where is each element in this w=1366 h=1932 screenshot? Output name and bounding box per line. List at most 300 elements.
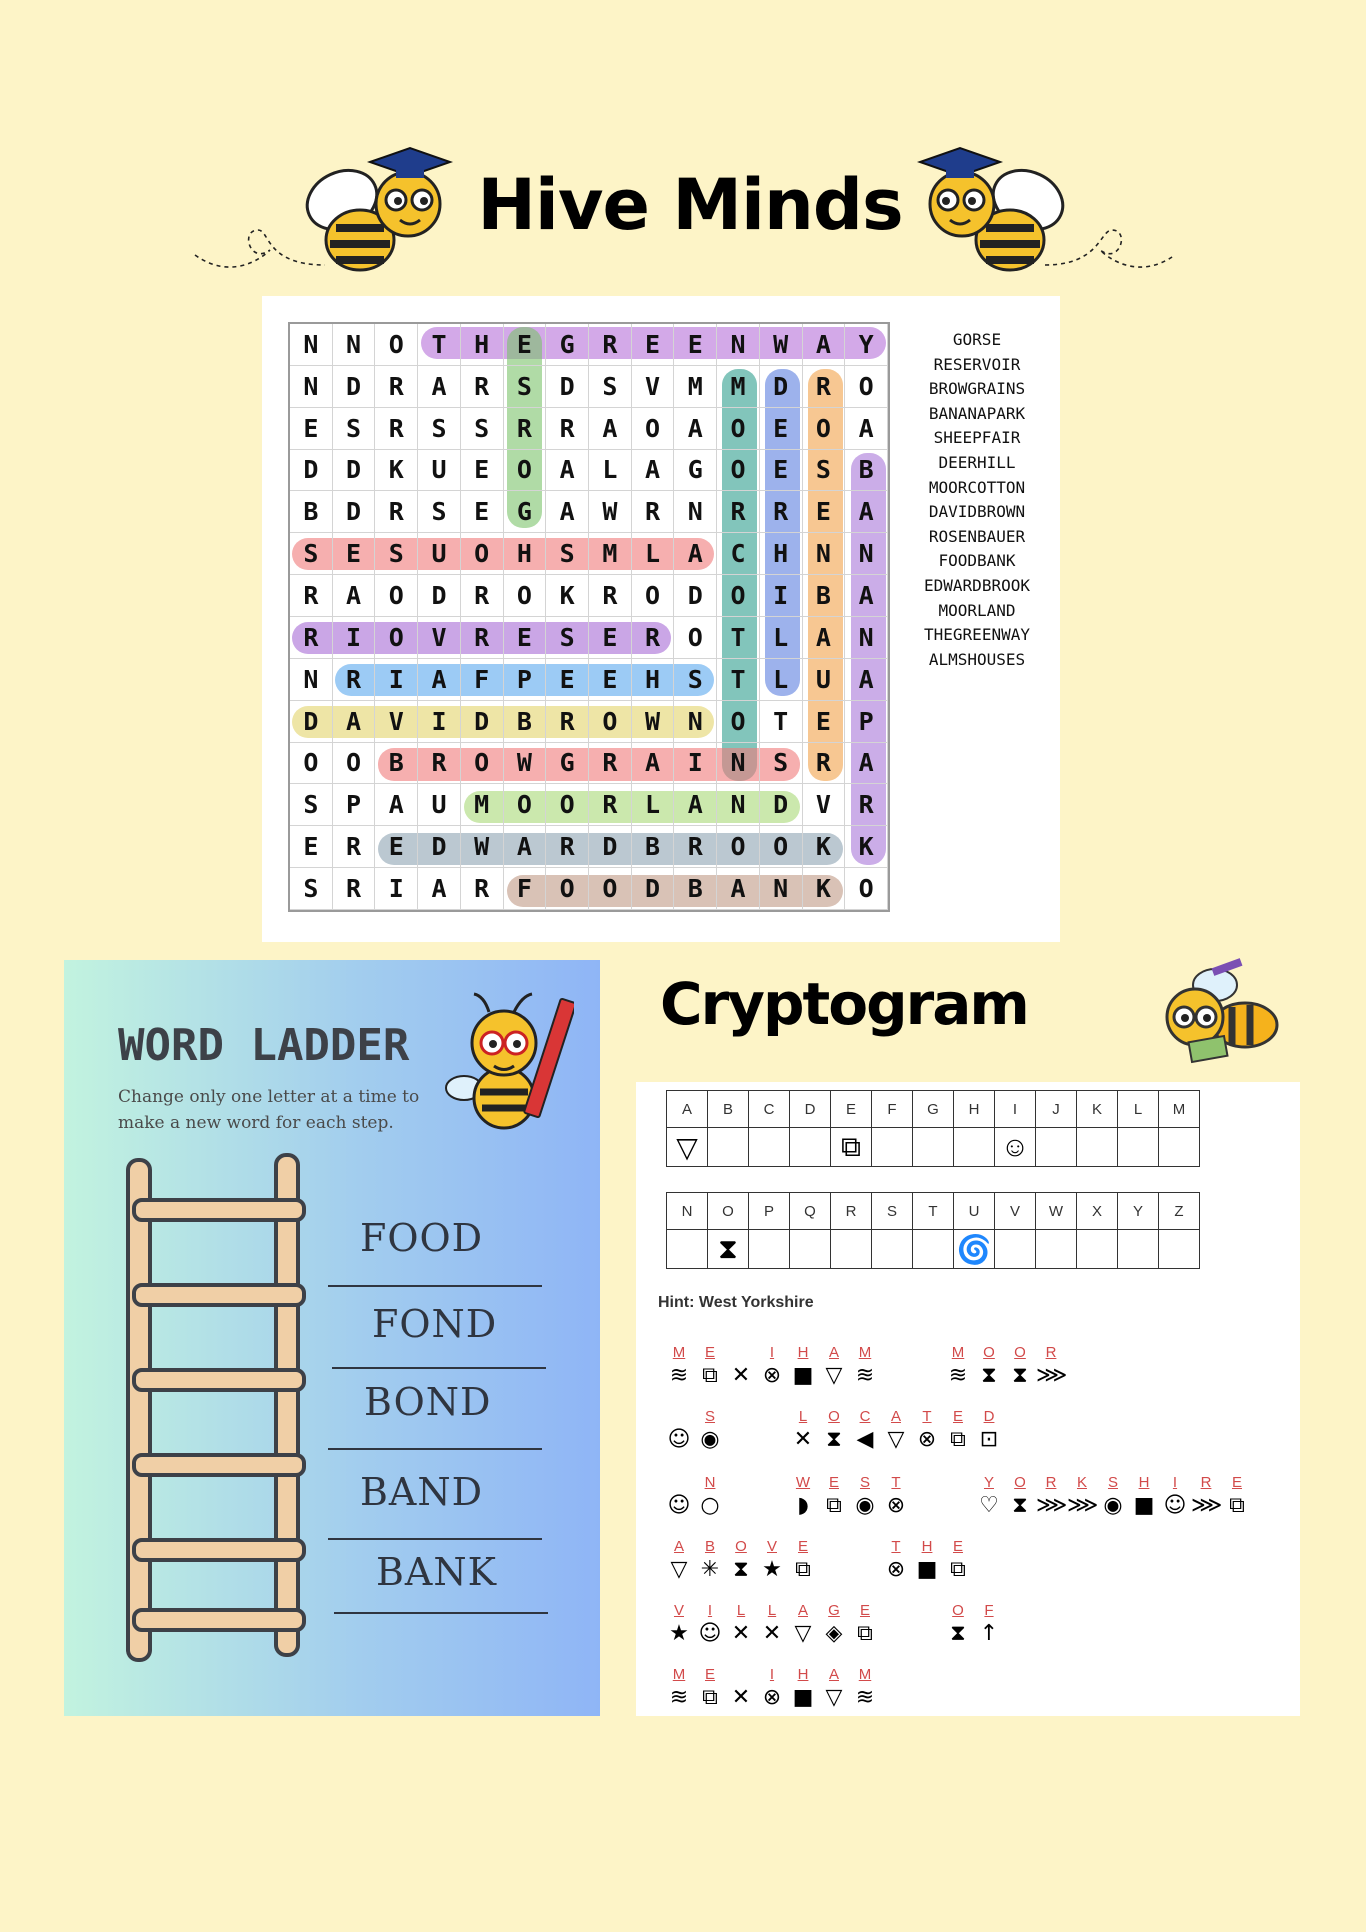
grid-letter[interactable]: M: [589, 533, 632, 575]
grid-letter[interactable]: N: [760, 868, 803, 910]
grid-letter[interactable]: A: [418, 659, 461, 701]
key-symbol-cell[interactable]: [913, 1128, 954, 1167]
decoded-letter[interactable]: E: [952, 1408, 963, 1425]
key-symbol-cell[interactable]: [667, 1230, 708, 1269]
key-symbol-cell[interactable]: [913, 1230, 954, 1269]
decoded-letter[interactable]: [664, 1474, 694, 1492]
grid-letter[interactable]: O: [760, 826, 803, 868]
grid-letter[interactable]: O: [504, 450, 547, 492]
cipher-cell[interactable]: [726, 1666, 756, 1712]
cipher-cell[interactable]: [726, 1538, 756, 1584]
cipher-cell[interactable]: [1222, 1474, 1252, 1520]
grid-letter[interactable]: A: [418, 366, 461, 408]
key-symbol-cell[interactable]: [1077, 1230, 1118, 1269]
grid-letter[interactable]: F: [461, 659, 504, 701]
decoded-letter[interactable]: [726, 1474, 756, 1492]
grid-letter[interactable]: R: [375, 408, 418, 450]
cipher-cell[interactable]: [695, 1474, 725, 1520]
key-symbol-cell[interactable]: ☺: [995, 1128, 1036, 1167]
grid-letter[interactable]: N: [845, 533, 888, 575]
decoded-letter[interactable]: [726, 1408, 756, 1426]
decoded-letter[interactable]: [757, 1474, 787, 1492]
grid-letter[interactable]: R: [632, 491, 675, 533]
grid-letter[interactable]: E: [333, 533, 376, 575]
cipher-cell[interactable]: [850, 1538, 880, 1584]
key-symbol-cell[interactable]: [749, 1230, 790, 1269]
grid-letter[interactable]: H: [504, 533, 547, 575]
grid-letter[interactable]: R: [290, 575, 333, 617]
grid-letter[interactable]: A: [803, 324, 846, 366]
grid-letter[interactable]: R: [333, 659, 376, 701]
grid-letter[interactable]: A: [589, 408, 632, 450]
grid-letter[interactable]: D: [589, 826, 632, 868]
cipher-cell[interactable]: [788, 1344, 818, 1390]
grid-letter[interactable]: R: [375, 491, 418, 533]
decoded-letter[interactable]: O: [983, 1344, 995, 1361]
grid-letter[interactable]: O: [589, 868, 632, 910]
grid-letter[interactable]: P: [845, 701, 888, 743]
cipher-cell[interactable]: [850, 1666, 880, 1712]
grid-letter[interactable]: R: [589, 575, 632, 617]
grid-letter[interactable]: R: [546, 408, 589, 450]
decoded-letter[interactable]: M: [951, 1344, 965, 1361]
grid-letter[interactable]: O: [803, 408, 846, 450]
grid-letter[interactable]: U: [418, 450, 461, 492]
grid-letter[interactable]: O: [461, 533, 504, 575]
grid-letter[interactable]: A: [375, 784, 418, 826]
decoded-letter[interactable]: D: [983, 1408, 995, 1425]
cipher-cell[interactable]: [695, 1602, 725, 1648]
decoded-letter[interactable]: H: [797, 1344, 809, 1361]
grid-letter[interactable]: L: [632, 784, 675, 826]
cipher-cell[interactable]: [819, 1538, 849, 1584]
decoded-letter[interactable]: [912, 1344, 942, 1362]
grid-letter[interactable]: R: [589, 784, 632, 826]
grid-letter[interactable]: O: [674, 617, 717, 659]
grid-letter[interactable]: R: [845, 784, 888, 826]
key-symbol-cell[interactable]: [708, 1128, 749, 1167]
grid-letter[interactable]: S: [461, 408, 504, 450]
key-symbol-cell[interactable]: [872, 1230, 913, 1269]
grid-letter[interactable]: A: [845, 575, 888, 617]
decoded-letter[interactable]: E: [859, 1602, 870, 1619]
grid-letter[interactable]: R: [290, 617, 333, 659]
key-symbol-cell[interactable]: [790, 1230, 831, 1269]
grid-letter[interactable]: G: [546, 743, 589, 785]
cipher-cell[interactable]: [974, 1602, 1004, 1648]
grid-letter[interactable]: E: [589, 617, 632, 659]
cipher-cell[interactable]: [695, 1538, 725, 1584]
grid-letter[interactable]: D: [418, 575, 461, 617]
decoded-letter[interactable]: [912, 1602, 942, 1620]
grid-letter[interactable]: T: [760, 701, 803, 743]
cipher-cell[interactable]: [726, 1408, 756, 1454]
decoded-letter[interactable]: [912, 1474, 942, 1492]
grid-letter[interactable]: A: [632, 450, 675, 492]
grid-letter[interactable]: W: [589, 491, 632, 533]
cipher-cell[interactable]: [974, 1344, 1004, 1390]
decoded-letter[interactable]: A: [673, 1538, 684, 1555]
grid-letter[interactable]: N: [290, 324, 333, 366]
grid-letter[interactable]: O: [546, 868, 589, 910]
grid-letter[interactable]: S: [674, 659, 717, 701]
grid-letter[interactable]: E: [760, 450, 803, 492]
decoded-letter[interactable]: G: [828, 1602, 840, 1619]
decoded-letter[interactable]: [757, 1408, 787, 1426]
grid-letter[interactable]: D: [333, 450, 376, 492]
cipher-cell[interactable]: [819, 1408, 849, 1454]
decoded-letter[interactable]: Y: [983, 1474, 994, 1491]
cipher-cell[interactable]: [850, 1408, 880, 1454]
cipher-cell[interactable]: [974, 1408, 1004, 1454]
grid-letter[interactable]: B: [674, 868, 717, 910]
decoded-letter[interactable]: O: [1014, 1344, 1026, 1361]
grid-letter[interactable]: N: [290, 366, 333, 408]
grid-letter[interactable]: I: [333, 617, 376, 659]
key-symbol-cell[interactable]: [831, 1230, 872, 1269]
grid-letter[interactable]: E: [589, 659, 632, 701]
grid-letter[interactable]: D: [290, 450, 333, 492]
key-symbol-cell[interactable]: ⧗: [708, 1230, 749, 1269]
grid-letter[interactable]: R: [333, 826, 376, 868]
grid-letter[interactable]: R: [504, 408, 547, 450]
grid-letter[interactable]: O: [845, 868, 888, 910]
grid-letter[interactable]: D: [760, 366, 803, 408]
key-symbol-cell[interactable]: [1118, 1128, 1159, 1167]
grid-letter[interactable]: A: [333, 701, 376, 743]
key-symbol-cell[interactable]: 🌀: [954, 1230, 995, 1269]
grid-letter[interactable]: A: [845, 408, 888, 450]
grid-letter[interactable]: A: [674, 408, 717, 450]
cipher-cell[interactable]: [695, 1408, 725, 1454]
grid-letter[interactable]: O: [589, 701, 632, 743]
grid-letter[interactable]: Y: [845, 324, 888, 366]
grid-letter[interactable]: R: [589, 743, 632, 785]
cipher-cell[interactable]: [912, 1602, 942, 1648]
grid-letter[interactable]: D: [418, 826, 461, 868]
cipher-cell[interactable]: [1005, 1344, 1035, 1390]
grid-letter[interactable]: I: [760, 575, 803, 617]
grid-letter[interactable]: R: [461, 868, 504, 910]
decoded-letter[interactable]: O: [952, 1602, 964, 1619]
decoded-letter[interactable]: R: [1045, 1474, 1057, 1491]
grid-letter[interactable]: O: [845, 366, 888, 408]
decoded-letter[interactable]: [943, 1474, 973, 1492]
grid-letter[interactable]: K: [845, 826, 888, 868]
decoded-letter[interactable]: I: [769, 1344, 775, 1361]
grid-letter[interactable]: W: [504, 743, 547, 785]
decoded-letter[interactable]: F: [984, 1602, 994, 1619]
decoded-letter[interactable]: [850, 1538, 880, 1556]
grid-letter[interactable]: O: [717, 575, 760, 617]
grid-letter[interactable]: P: [333, 784, 376, 826]
grid-letter[interactable]: B: [375, 743, 418, 785]
grid-letter[interactable]: S: [375, 533, 418, 575]
cipher-cell[interactable]: [757, 1538, 787, 1584]
grid-letter[interactable]: D: [333, 366, 376, 408]
grid-letter[interactable]: K: [803, 868, 846, 910]
grid-letter[interactable]: O: [504, 575, 547, 617]
grid-letter[interactable]: H: [632, 659, 675, 701]
grid-letter[interactable]: E: [632, 324, 675, 366]
decoded-letter[interactable]: I: [1172, 1474, 1178, 1491]
grid-letter[interactable]: R: [333, 868, 376, 910]
decoded-letter[interactable]: T: [891, 1474, 901, 1491]
decoded-letter[interactable]: [819, 1538, 849, 1556]
grid-letter[interactable]: L: [760, 659, 803, 701]
grid-letter[interactable]: R: [803, 743, 846, 785]
cipher-cell[interactable]: [664, 1344, 694, 1390]
grid-letter[interactable]: R: [760, 491, 803, 533]
grid-letter[interactable]: G: [674, 450, 717, 492]
cipher-cell[interactable]: [757, 1602, 787, 1648]
decoded-letter[interactable]: E: [952, 1538, 963, 1555]
decoded-letter[interactable]: C: [859, 1408, 871, 1425]
grid-letter[interactable]: O: [717, 450, 760, 492]
decoded-letter[interactable]: T: [891, 1538, 901, 1555]
cipher-cell[interactable]: [664, 1666, 694, 1712]
grid-letter[interactable]: E: [461, 491, 504, 533]
grid-letter[interactable]: L: [589, 450, 632, 492]
cipher-cell[interactable]: [726, 1474, 756, 1520]
grid-letter[interactable]: L: [632, 533, 675, 575]
decoded-letter[interactable]: [881, 1344, 911, 1362]
cipher-cell[interactable]: [664, 1408, 694, 1454]
cipher-cell[interactable]: [664, 1538, 694, 1584]
decoded-letter[interactable]: S: [859, 1474, 870, 1491]
key-symbol-cell[interactable]: [1077, 1128, 1118, 1167]
decoded-letter[interactable]: O: [735, 1538, 747, 1555]
decoded-letter[interactable]: L: [736, 1602, 746, 1619]
grid-letter[interactable]: V: [418, 617, 461, 659]
grid-letter[interactable]: E: [290, 826, 333, 868]
grid-letter[interactable]: M: [461, 784, 504, 826]
decoded-letter[interactable]: H: [797, 1666, 809, 1683]
grid-letter[interactable]: R: [418, 743, 461, 785]
decoded-letter[interactable]: O: [828, 1408, 840, 1425]
grid-letter[interactable]: R: [461, 575, 504, 617]
decoded-letter[interactable]: S: [1107, 1474, 1118, 1491]
grid-letter[interactable]: S: [546, 533, 589, 575]
grid-letter[interactable]: O: [461, 743, 504, 785]
grid-letter[interactable]: B: [504, 701, 547, 743]
grid-letter[interactable]: O: [632, 408, 675, 450]
cipher-cell[interactable]: [788, 1666, 818, 1712]
cipher-cell[interactable]: [974, 1474, 1004, 1520]
grid-letter[interactable]: V: [632, 366, 675, 408]
decoded-letter[interactable]: E: [797, 1538, 808, 1555]
grid-letter[interactable]: R: [375, 366, 418, 408]
decoded-letter[interactable]: A: [828, 1344, 839, 1361]
grid-letter[interactable]: E: [803, 701, 846, 743]
grid-letter[interactable]: B: [803, 575, 846, 617]
grid-letter[interactable]: V: [803, 784, 846, 826]
grid-letter[interactable]: H: [760, 533, 803, 575]
cipher-cell[interactable]: [788, 1538, 818, 1584]
grid-letter[interactable]: D: [674, 575, 717, 617]
grid-letter[interactable]: R: [589, 324, 632, 366]
grid-letter[interactable]: S: [589, 366, 632, 408]
decoded-letter[interactable]: [726, 1666, 756, 1684]
cipher-cell[interactable]: [881, 1344, 911, 1390]
grid-letter[interactable]: E: [760, 408, 803, 450]
key-symbol-cell[interactable]: [790, 1128, 831, 1167]
cipher-cell[interactable]: [757, 1344, 787, 1390]
cipher-cell[interactable]: [664, 1474, 694, 1520]
grid-letter[interactable]: S: [803, 450, 846, 492]
grid-letter[interactable]: N: [333, 324, 376, 366]
decoded-letter[interactable]: M: [672, 1344, 686, 1361]
key-symbol-cell[interactable]: [995, 1230, 1036, 1269]
cipher-cell[interactable]: [943, 1474, 973, 1520]
grid-letter[interactable]: E: [504, 324, 547, 366]
decoded-letter[interactable]: E: [704, 1344, 715, 1361]
grid-letter[interactable]: R: [461, 617, 504, 659]
cipher-cell[interactable]: [726, 1344, 756, 1390]
grid-letter[interactable]: E: [504, 617, 547, 659]
grid-letter[interactable]: R: [674, 826, 717, 868]
decoded-letter[interactable]: M: [858, 1666, 872, 1683]
grid-letter[interactable]: U: [803, 659, 846, 701]
grid-letter[interactable]: G: [546, 324, 589, 366]
decoded-letter[interactable]: A: [890, 1408, 901, 1425]
decoded-letter[interactable]: T: [922, 1408, 932, 1425]
cipher-cell[interactable]: [1160, 1474, 1190, 1520]
decoded-letter[interactable]: H: [921, 1538, 933, 1555]
key-symbol-cell[interactable]: [1036, 1128, 1077, 1167]
grid-letter[interactable]: O: [375, 575, 418, 617]
grid-letter[interactable]: T: [717, 659, 760, 701]
grid-letter[interactable]: O: [717, 826, 760, 868]
cipher-cell[interactable]: [695, 1344, 725, 1390]
grid-letter[interactable]: D: [632, 868, 675, 910]
grid-letter[interactable]: N: [717, 743, 760, 785]
cipher-cell[interactable]: [912, 1538, 942, 1584]
grid-letter[interactable]: T: [418, 324, 461, 366]
grid-letter[interactable]: F: [504, 868, 547, 910]
grid-letter[interactable]: O: [333, 743, 376, 785]
grid-letter[interactable]: R: [546, 826, 589, 868]
grid-letter[interactable]: A: [845, 743, 888, 785]
grid-letter[interactable]: S: [504, 366, 547, 408]
cipher-cell[interactable]: [788, 1408, 818, 1454]
grid-letter[interactable]: O: [717, 701, 760, 743]
grid-letter[interactable]: B: [290, 491, 333, 533]
grid-letter[interactable]: E: [375, 826, 418, 868]
cipher-cell[interactable]: [726, 1602, 756, 1648]
key-symbol-cell[interactable]: [872, 1128, 913, 1167]
grid-letter[interactable]: S: [290, 533, 333, 575]
grid-letter[interactable]: B: [632, 826, 675, 868]
grid-letter[interactable]: S: [418, 408, 461, 450]
grid-letter[interactable]: A: [632, 743, 675, 785]
grid-letter[interactable]: T: [717, 617, 760, 659]
decoded-letter[interactable]: W: [795, 1474, 811, 1491]
grid-letter[interactable]: O: [290, 743, 333, 785]
cipher-cell[interactable]: [757, 1666, 787, 1712]
decoded-letter[interactable]: N: [704, 1474, 716, 1491]
decoded-letter[interactable]: [664, 1408, 694, 1426]
cipher-cell[interactable]: [819, 1474, 849, 1520]
cipher-cell[interactable]: [850, 1602, 880, 1648]
grid-letter[interactable]: A: [418, 868, 461, 910]
grid-letter[interactable]: K: [546, 575, 589, 617]
key-symbol-cell[interactable]: ⧉: [831, 1128, 872, 1167]
grid-letter[interactable]: K: [375, 450, 418, 492]
cipher-cell[interactable]: [943, 1538, 973, 1584]
decoded-letter[interactable]: E: [704, 1666, 715, 1683]
decoded-letter[interactable]: A: [828, 1666, 839, 1683]
decoded-letter[interactable]: V: [673, 1602, 684, 1619]
grid-letter[interactable]: R: [546, 701, 589, 743]
grid-letter[interactable]: U: [418, 784, 461, 826]
grid-letter[interactable]: O: [375, 617, 418, 659]
grid-letter[interactable]: W: [461, 826, 504, 868]
grid-letter[interactable]: N: [290, 659, 333, 701]
cipher-cell[interactable]: [943, 1408, 973, 1454]
grid-letter[interactable]: A: [845, 659, 888, 701]
grid-letter[interactable]: N: [674, 491, 717, 533]
grid-letter[interactable]: S: [546, 617, 589, 659]
key-symbol-cell[interactable]: [1159, 1128, 1200, 1167]
grid-letter[interactable]: A: [717, 868, 760, 910]
grid-letter[interactable]: O: [632, 575, 675, 617]
grid-letter[interactable]: E: [290, 408, 333, 450]
cipher-cell[interactable]: [912, 1474, 942, 1520]
grid-letter[interactable]: A: [333, 575, 376, 617]
grid-letter[interactable]: I: [418, 701, 461, 743]
grid-letter[interactable]: L: [760, 617, 803, 659]
cipher-cell[interactable]: [819, 1666, 849, 1712]
grid-letter[interactable]: A: [504, 826, 547, 868]
decoded-letter[interactable]: A: [797, 1602, 808, 1619]
grid-letter[interactable]: M: [674, 366, 717, 408]
decoded-letter[interactable]: S: [704, 1408, 715, 1425]
key-symbol-cell[interactable]: [954, 1128, 995, 1167]
cipher-cell[interactable]: [1036, 1344, 1066, 1390]
grid-letter[interactable]: D: [760, 784, 803, 826]
cipher-cell[interactable]: [881, 1408, 911, 1454]
grid-letter[interactable]: O: [546, 784, 589, 826]
grid-letter[interactable]: R: [632, 617, 675, 659]
cipher-cell[interactable]: [1129, 1474, 1159, 1520]
decoded-letter[interactable]: E: [1231, 1474, 1242, 1491]
decoded-letter[interactable]: R: [1045, 1344, 1057, 1361]
cipher-cell[interactable]: [881, 1538, 911, 1584]
grid-letter[interactable]: W: [760, 324, 803, 366]
grid-letter[interactable]: D: [333, 491, 376, 533]
grid-letter[interactable]: S: [333, 408, 376, 450]
cipher-cell[interactable]: [881, 1474, 911, 1520]
key-symbol-cell[interactable]: [1159, 1230, 1200, 1269]
grid-letter[interactable]: A: [674, 533, 717, 575]
grid-letter[interactable]: A: [546, 491, 589, 533]
grid-letter[interactable]: R: [803, 366, 846, 408]
cipher-cell[interactable]: [788, 1602, 818, 1648]
grid-letter[interactable]: M: [717, 366, 760, 408]
key-symbol-cell[interactable]: [1118, 1230, 1159, 1269]
grid-letter[interactable]: D: [461, 701, 504, 743]
grid-letter[interactable]: R: [717, 491, 760, 533]
grid-letter[interactable]: D: [546, 366, 589, 408]
key-symbol-cell[interactable]: [1036, 1230, 1077, 1269]
decoded-letter[interactable]: M: [672, 1666, 686, 1683]
grid-letter[interactable]: E: [674, 324, 717, 366]
cipher-cell[interactable]: [1005, 1474, 1035, 1520]
grid-letter[interactable]: A: [674, 784, 717, 826]
cipher-cell[interactable]: [850, 1474, 880, 1520]
grid-letter[interactable]: B: [845, 450, 888, 492]
